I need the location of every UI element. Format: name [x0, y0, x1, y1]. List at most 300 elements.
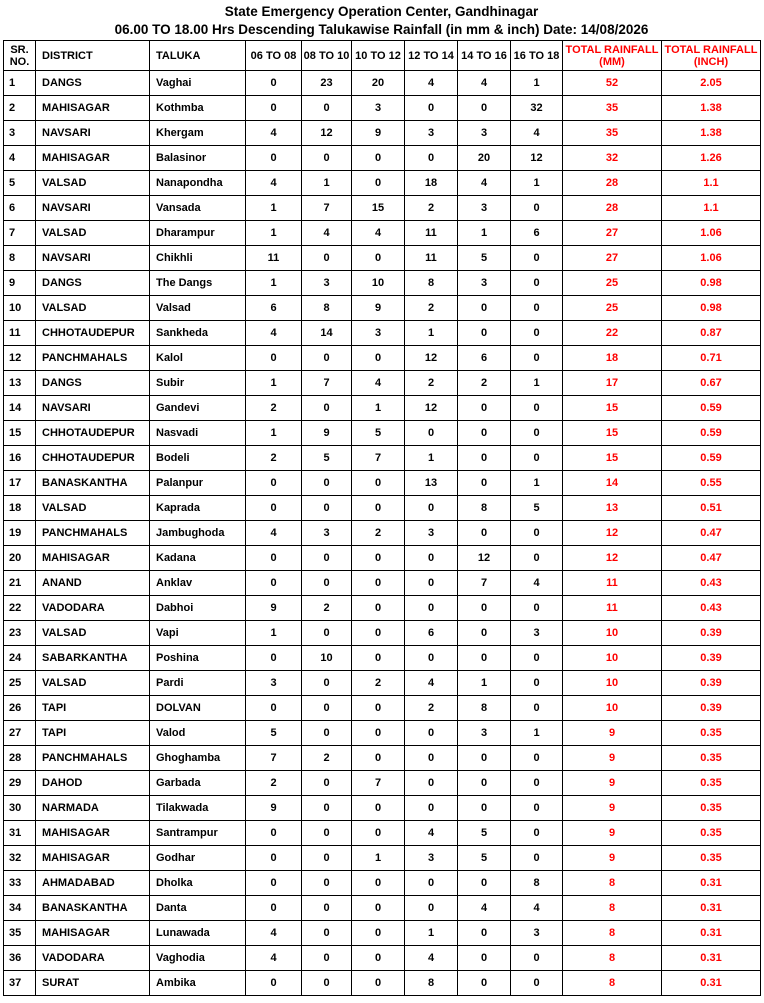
cell-slot-4: 12: [405, 396, 458, 421]
cell-total-mm: 14: [563, 471, 662, 496]
cell-slot-1: 0: [246, 71, 302, 96]
cell-total-mm: 8: [563, 971, 662, 996]
cell-district: VALSAD: [36, 671, 150, 696]
cell-slot-5: 5: [458, 846, 511, 871]
cell-slot-5: 8: [458, 696, 511, 721]
cell-total-inch: 1.06: [662, 221, 761, 246]
cell-district: NAVSARI: [36, 396, 150, 421]
cell-slot-3: 3: [352, 321, 405, 346]
cell-slot-1: 6: [246, 296, 302, 321]
cell-sr-no: 18: [4, 496, 36, 521]
cell-slot-5: 3: [458, 196, 511, 221]
cell-slot-6: 0: [511, 946, 563, 971]
cell-slot-5: 0: [458, 446, 511, 471]
cell-taluka: Garbada: [150, 771, 246, 796]
table-row: [4, 321, 761, 346]
cell-total-mm: 25: [563, 271, 662, 296]
cell-slot-5: 2: [458, 371, 511, 396]
cell-sr-no: 37: [4, 971, 36, 996]
table-row: [4, 121, 761, 146]
table-row: [4, 346, 761, 371]
header-total-inch: TOTAL RAINFALL (INCH): [662, 41, 761, 71]
cell-taluka: Khergam: [150, 121, 246, 146]
table-row: [4, 546, 761, 571]
cell-slot-4: 8: [405, 971, 458, 996]
cell-slot-4: 12: [405, 346, 458, 371]
cell-taluka: Kaprada: [150, 496, 246, 521]
cell-taluka: Jambughoda: [150, 521, 246, 546]
cell-slot-6: 3: [511, 621, 563, 646]
cell-slot-1: 1: [246, 371, 302, 396]
cell-total-inch: 0.39: [662, 646, 761, 671]
cell-total-inch: 0.35: [662, 771, 761, 796]
cell-district: PANCHMAHALS: [36, 346, 150, 371]
cell-slot-1: 0: [246, 146, 302, 171]
table-row: [4, 746, 761, 771]
cell-district: MAHISAGAR: [36, 821, 150, 846]
cell-slot-5: 0: [458, 871, 511, 896]
cell-total-mm: 52: [563, 71, 662, 96]
cell-slot-4: 3: [405, 521, 458, 546]
cell-district: DANGS: [36, 271, 150, 296]
cell-total-inch: 0.47: [662, 546, 761, 571]
report-sheet: [3, 3, 760, 996]
cell-slot-1: 1: [246, 196, 302, 221]
cell-slot-4: 3: [405, 846, 458, 871]
cell-district: MAHISAGAR: [36, 846, 150, 871]
cell-slot-6: 0: [511, 271, 563, 296]
cell-district: DAHOD: [36, 771, 150, 796]
cell-slot-2: 0: [302, 146, 352, 171]
cell-slot-2: 0: [302, 396, 352, 421]
cell-slot-2: 12: [302, 121, 352, 146]
cell-district: MAHISAGAR: [36, 921, 150, 946]
cell-district: MAHISAGAR: [36, 146, 150, 171]
cell-slot-2: 5: [302, 446, 352, 471]
cell-slot-5: 0: [458, 946, 511, 971]
cell-taluka: Dharampur: [150, 221, 246, 246]
cell-total-inch: 0.39: [662, 621, 761, 646]
cell-total-mm: 32: [563, 146, 662, 171]
report-title: State Emergency Operation Center, Gandhinagar: [224, 4, 539, 19]
cell-total-inch: 0.31: [662, 896, 761, 921]
cell-slot-6: 0: [511, 671, 563, 696]
cell-total-inch: 0.59: [662, 421, 761, 446]
cell-sr-no: 12: [4, 346, 36, 371]
cell-taluka: DOLVAN: [150, 696, 246, 721]
cell-district: MAHISAGAR: [36, 546, 150, 571]
cell-district: PANCHMAHALS: [36, 521, 150, 546]
table-row: [4, 771, 761, 796]
table-row: [4, 196, 761, 221]
cell-total-mm: 12: [563, 521, 662, 546]
cell-sr-no: 6: [4, 196, 36, 221]
header-10-to-12: 10 TO 12: [352, 41, 405, 71]
cell-slot-1: 4: [246, 521, 302, 546]
cell-slot-2: 0: [302, 946, 352, 971]
cell-slot-3: 15: [352, 196, 405, 221]
cell-slot-6: 0: [511, 746, 563, 771]
cell-slot-6: 1: [511, 471, 563, 496]
table-row: [4, 821, 761, 846]
cell-slot-4: 1: [405, 921, 458, 946]
cell-slot-4: 2: [405, 296, 458, 321]
cell-total-mm: 11: [563, 596, 662, 621]
cell-slot-3: 0: [352, 496, 405, 521]
cell-slot-3: 4: [352, 221, 405, 246]
cell-district: MAHISAGAR: [36, 96, 150, 121]
table-row: [4, 896, 761, 921]
cell-slot-3: 2: [352, 671, 405, 696]
cell-slot-6: 0: [511, 521, 563, 546]
cell-slot-2: 0: [302, 246, 352, 271]
cell-total-inch: 0.71: [662, 346, 761, 371]
cell-total-mm: 10: [563, 646, 662, 671]
cell-slot-2: 7: [302, 371, 352, 396]
cell-slot-3: 1: [352, 846, 405, 871]
header-taluka: TALUKA: [150, 41, 246, 71]
cell-total-mm: 25: [563, 296, 662, 321]
cell-slot-1: 4: [246, 121, 302, 146]
cell-slot-6: 0: [511, 246, 563, 271]
cell-slot-4: 4: [405, 71, 458, 96]
table-row: [4, 971, 761, 996]
cell-sr-no: 29: [4, 771, 36, 796]
cell-taluka: Pardi: [150, 671, 246, 696]
cell-slot-4: 0: [405, 546, 458, 571]
cell-slot-4: 4: [405, 671, 458, 696]
cell-slot-1: 4: [246, 171, 302, 196]
cell-slot-2: 9: [302, 421, 352, 446]
cell-slot-6: 1: [511, 71, 563, 96]
cell-taluka: Sankheda: [150, 321, 246, 346]
cell-sr-no: 17: [4, 471, 36, 496]
cell-slot-1: 0: [246, 546, 302, 571]
cell-district: AHMADABAD: [36, 871, 150, 896]
cell-slot-1: 0: [246, 846, 302, 871]
cell-total-mm: 13: [563, 496, 662, 521]
table-row: [4, 721, 761, 746]
cell-district: VALSAD: [36, 621, 150, 646]
cell-slot-2: 23: [302, 71, 352, 96]
cell-taluka: Vaghai: [150, 71, 246, 96]
cell-total-mm: 18: [563, 346, 662, 371]
cell-slot-6: 0: [511, 796, 563, 821]
cell-slot-3: 3: [352, 96, 405, 121]
table-row: [4, 871, 761, 896]
cell-taluka: Danta: [150, 896, 246, 921]
cell-slot-1: 7: [246, 746, 302, 771]
cell-slot-6: 0: [511, 696, 563, 721]
cell-total-mm: 27: [563, 246, 662, 271]
cell-slot-1: 0: [246, 571, 302, 596]
cell-total-mm: 8: [563, 946, 662, 971]
cell-district: DANGS: [36, 371, 150, 396]
cell-slot-2: 0: [302, 721, 352, 746]
table-row: [4, 621, 761, 646]
cell-slot-4: 0: [405, 571, 458, 596]
cell-total-mm: 8: [563, 871, 662, 896]
cell-total-inch: 0.35: [662, 796, 761, 821]
cell-sr-no: 13: [4, 371, 36, 396]
cell-slot-1: 0: [246, 871, 302, 896]
cell-slot-6: 0: [511, 346, 563, 371]
cell-slot-6: 0: [511, 446, 563, 471]
cell-slot-1: 9: [246, 796, 302, 821]
table-row: [4, 71, 761, 96]
cell-sr-no: 36: [4, 946, 36, 971]
cell-slot-1: 2: [246, 771, 302, 796]
cell-district: NAVSARI: [36, 121, 150, 146]
cell-slot-3: 0: [352, 971, 405, 996]
cell-slot-3: 0: [352, 346, 405, 371]
cell-slot-4: 4: [405, 821, 458, 846]
cell-total-inch: 1.06: [662, 246, 761, 271]
cell-slot-2: 0: [302, 771, 352, 796]
table-body: [4, 71, 761, 996]
cell-slot-1: 1: [246, 271, 302, 296]
cell-sr-no: 16: [4, 446, 36, 471]
cell-slot-2: 0: [302, 696, 352, 721]
cell-slot-4: 0: [405, 896, 458, 921]
cell-taluka: Nanapondha: [150, 171, 246, 196]
cell-sr-no: 21: [4, 571, 36, 596]
cell-total-inch: 0.98: [662, 296, 761, 321]
cell-slot-4: 11: [405, 221, 458, 246]
table-row: [4, 396, 761, 421]
cell-slot-1: 4: [246, 921, 302, 946]
cell-slot-6: 0: [511, 396, 563, 421]
header-08-to-10: 08 TO 10: [302, 41, 352, 71]
cell-slot-1: 4: [246, 946, 302, 971]
cell-total-mm: 8: [563, 921, 662, 946]
cell-slot-4: 0: [405, 796, 458, 821]
table-row: [4, 796, 761, 821]
cell-total-inch: 0.67: [662, 371, 761, 396]
cell-total-inch: 0.31: [662, 871, 761, 896]
cell-slot-2: 0: [302, 496, 352, 521]
cell-slot-6: 1: [511, 721, 563, 746]
table-row: [4, 446, 761, 471]
table-row: [4, 946, 761, 971]
cell-slot-4: 0: [405, 421, 458, 446]
cell-taluka: Vansada: [150, 196, 246, 221]
cell-slot-4: 2: [405, 696, 458, 721]
cell-taluka: Ghoghamba: [150, 746, 246, 771]
cell-total-mm: 9: [563, 746, 662, 771]
cell-slot-1: 4: [246, 321, 302, 346]
cell-total-inch: 0.35: [662, 746, 761, 771]
cell-slot-4: 3: [405, 121, 458, 146]
cell-slot-5: 0: [458, 471, 511, 496]
header-total-mm: TOTAL RAINFALL (MM): [563, 41, 662, 71]
cell-total-mm: 10: [563, 621, 662, 646]
cell-slot-6: 0: [511, 821, 563, 846]
cell-slot-4: 1: [405, 446, 458, 471]
cell-slot-3: 0: [352, 696, 405, 721]
cell-slot-1: 0: [246, 496, 302, 521]
cell-district: NAVSARI: [36, 246, 150, 271]
cell-district: TAPI: [36, 696, 150, 721]
cell-sr-no: 22: [4, 596, 36, 621]
cell-slot-1: 3: [246, 671, 302, 696]
table-row: [4, 221, 761, 246]
cell-slot-5: 4: [458, 896, 511, 921]
cell-slot-2: 10: [302, 646, 352, 671]
cell-slot-2: 0: [302, 96, 352, 121]
cell-total-inch: 0.51: [662, 496, 761, 521]
cell-total-inch: 0.35: [662, 821, 761, 846]
table-row: [4, 246, 761, 271]
cell-slot-3: 0: [352, 821, 405, 846]
cell-slot-2: 8: [302, 296, 352, 321]
cell-total-inch: 0.39: [662, 696, 761, 721]
cell-slot-6: 4: [511, 121, 563, 146]
cell-taluka: Santrampur: [150, 821, 246, 846]
cell-slot-3: 0: [352, 571, 405, 596]
cell-slot-4: 13: [405, 471, 458, 496]
cell-slot-5: 0: [458, 921, 511, 946]
cell-slot-2: 7: [302, 196, 352, 221]
cell-slot-1: 0: [246, 896, 302, 921]
cell-slot-1: 0: [246, 971, 302, 996]
header-16-to-18: 16 TO 18: [511, 41, 563, 71]
cell-slot-4: 8: [405, 271, 458, 296]
cell-slot-6: 0: [511, 196, 563, 221]
cell-taluka: Gandevi: [150, 396, 246, 421]
cell-slot-6: 3: [511, 921, 563, 946]
cell-slot-3: 9: [352, 121, 405, 146]
cell-slot-4: 2: [405, 196, 458, 221]
cell-slot-4: 11: [405, 246, 458, 271]
cell-taluka: Vaghodia: [150, 946, 246, 971]
cell-slot-4: 1: [405, 321, 458, 346]
cell-slot-1: 9: [246, 596, 302, 621]
cell-slot-1: 0: [246, 821, 302, 846]
cell-district: SURAT: [36, 971, 150, 996]
cell-slot-4: 0: [405, 771, 458, 796]
header-12-to-14: 12 TO 14: [405, 41, 458, 71]
cell-total-inch: 2.05: [662, 71, 761, 96]
cell-district: SABARKANTHA: [36, 646, 150, 671]
table-row: [4, 696, 761, 721]
cell-taluka: Valod: [150, 721, 246, 746]
cell-slot-2: 0: [302, 671, 352, 696]
cell-slot-5: 5: [458, 821, 511, 846]
cell-sr-no: 23: [4, 621, 36, 646]
cell-total-inch: 0.59: [662, 396, 761, 421]
cell-total-inch: 0.35: [662, 721, 761, 746]
table-row: [4, 596, 761, 621]
rainfall-table: [3, 40, 761, 996]
cell-district: CHHOTAUDEPUR: [36, 446, 150, 471]
cell-district: CHHOTAUDEPUR: [36, 321, 150, 346]
cell-slot-3: 0: [352, 596, 405, 621]
cell-slot-6: 0: [511, 971, 563, 996]
cell-sr-no: 15: [4, 421, 36, 446]
cell-sr-no: 24: [4, 646, 36, 671]
cell-slot-5: 0: [458, 296, 511, 321]
cell-slot-3: 0: [352, 546, 405, 571]
cell-total-mm: 15: [563, 421, 662, 446]
cell-total-inch: 1.1: [662, 196, 761, 221]
cell-district: ANAND: [36, 571, 150, 596]
cell-taluka: Bodeli: [150, 446, 246, 471]
cell-slot-5: 0: [458, 796, 511, 821]
cell-district: NAVSARI: [36, 196, 150, 221]
cell-district: CHHOTAUDEPUR: [36, 421, 150, 446]
cell-slot-3: 0: [352, 921, 405, 946]
cell-total-mm: 10: [563, 671, 662, 696]
cell-taluka: Poshina: [150, 646, 246, 671]
cell-sr-no: 8: [4, 246, 36, 271]
cell-sr-no: 3: [4, 121, 36, 146]
cell-taluka: Dabhoi: [150, 596, 246, 621]
cell-slot-3: 7: [352, 771, 405, 796]
cell-total-inch: 0.39: [662, 671, 761, 696]
cell-slot-6: 4: [511, 571, 563, 596]
cell-district: VALSAD: [36, 296, 150, 321]
cell-slot-5: 1: [458, 221, 511, 246]
cell-total-inch: 0.31: [662, 921, 761, 946]
cell-slot-3: 0: [352, 646, 405, 671]
cell-slot-2: 2: [302, 596, 352, 621]
cell-sr-no: 20: [4, 546, 36, 571]
cell-total-mm: 9: [563, 771, 662, 796]
cell-slot-5: 4: [458, 171, 511, 196]
cell-taluka: Balasinor: [150, 146, 246, 171]
cell-total-inch: 0.59: [662, 446, 761, 471]
cell-total-mm: 27: [563, 221, 662, 246]
cell-total-inch: 0.43: [662, 571, 761, 596]
cell-total-inch: 0.43: [662, 596, 761, 621]
cell-total-inch: 0.98: [662, 271, 761, 296]
header-sr-no: SR. NO.: [4, 41, 36, 71]
cell-total-inch: 0.35: [662, 846, 761, 871]
cell-slot-5: 0: [458, 421, 511, 446]
cell-total-inch: 1.26: [662, 146, 761, 171]
cell-total-mm: 10: [563, 696, 662, 721]
cell-slot-1: 1: [246, 421, 302, 446]
cell-total-mm: 9: [563, 721, 662, 746]
cell-slot-3: 0: [352, 146, 405, 171]
cell-slot-4: 0: [405, 496, 458, 521]
cell-slot-2: 3: [302, 271, 352, 296]
cell-slot-5: 7: [458, 571, 511, 596]
cell-district: VADODARA: [36, 596, 150, 621]
cell-slot-2: 0: [302, 821, 352, 846]
cell-total-mm: 15: [563, 396, 662, 421]
cell-taluka: Anklav: [150, 571, 246, 596]
cell-sr-no: 7: [4, 221, 36, 246]
cell-slot-5: 0: [458, 521, 511, 546]
cell-total-mm: 12: [563, 546, 662, 571]
cell-slot-6: 0: [511, 846, 563, 871]
table-row: [4, 471, 761, 496]
cell-district: TAPI: [36, 721, 150, 746]
cell-district: VALSAD: [36, 221, 150, 246]
cell-slot-4: 0: [405, 146, 458, 171]
table-row: [4, 921, 761, 946]
cell-total-mm: 35: [563, 96, 662, 121]
cell-slot-3: 7: [352, 446, 405, 471]
cell-sr-no: 25: [4, 671, 36, 696]
cell-taluka: Godhar: [150, 846, 246, 871]
cell-taluka: Tilakwada: [150, 796, 246, 821]
table-row: [4, 846, 761, 871]
cell-slot-5: 3: [458, 721, 511, 746]
header-06-to-08: 06 TO 08: [246, 41, 302, 71]
